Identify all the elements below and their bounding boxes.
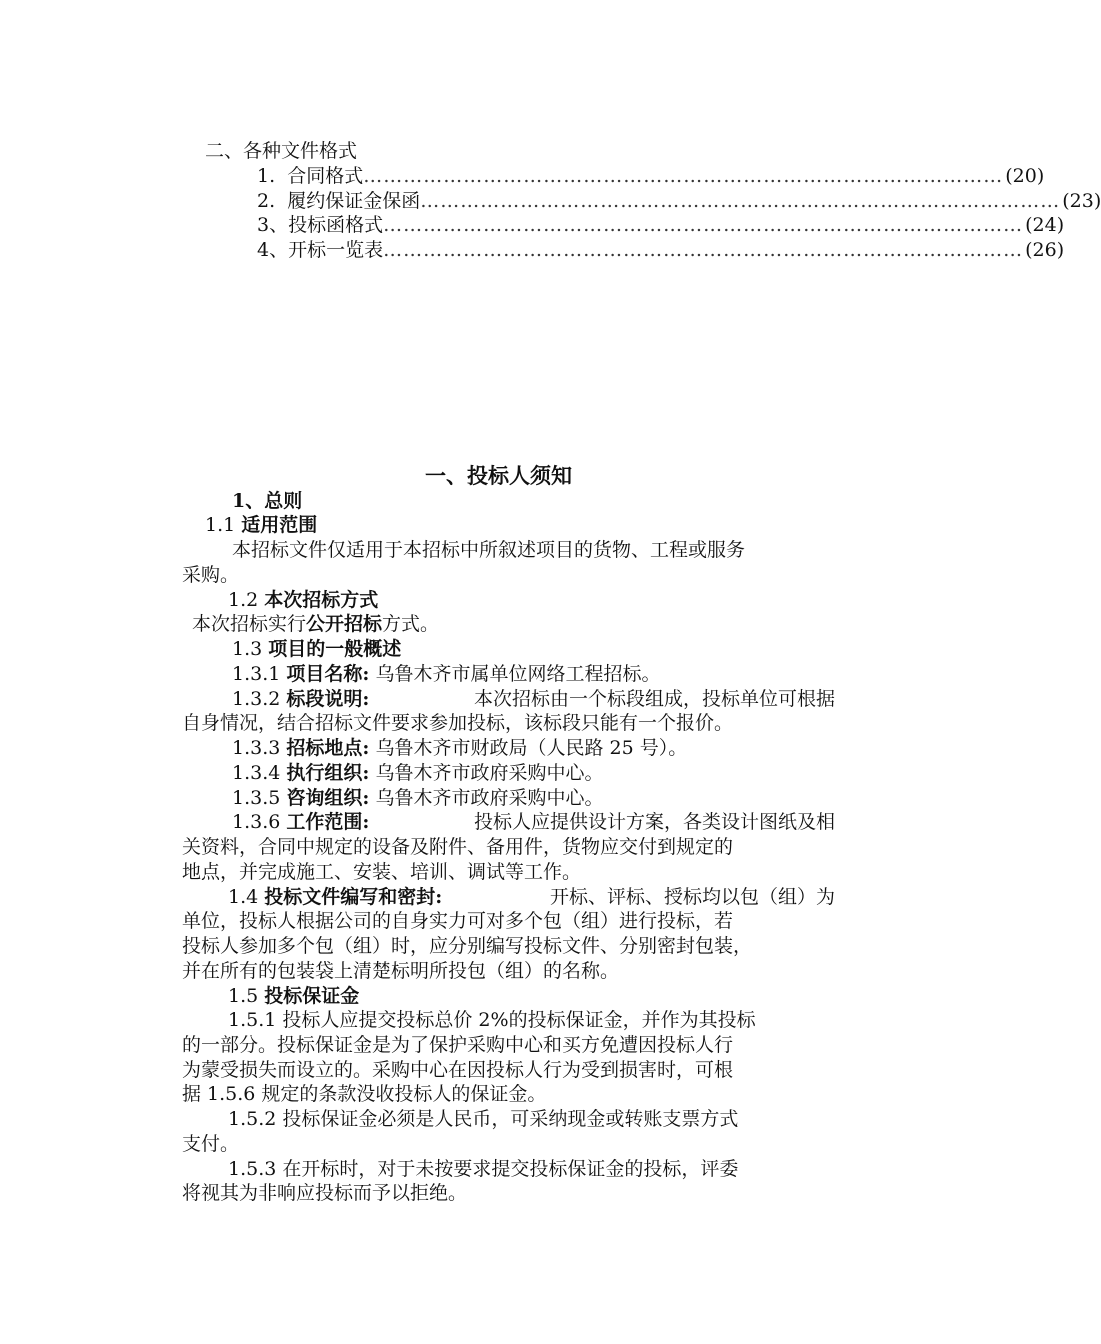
paragraph-line: 1.5.2 投标保证金必须是人民币，可采纳现金或转账支票方式: [228, 1108, 739, 1130]
toc-item[interactable]: [257, 164, 1045, 188]
paragraph-line: 本招标文件仅适用于本招标中所叙述项目的货物、工程或服务: [232, 539, 746, 561]
toc-item-label: 开标一览表: [288, 239, 384, 261]
paragraph-line: 为蒙受损失而设立的。采购中心在因投标人行为受到损害时，可根: [182, 1059, 734, 1081]
section-heading: 本次招标方式: [264, 589, 379, 611]
section-heading: 1、总则: [232, 490, 303, 512]
toc-item[interactable]: [257, 213, 1065, 237]
section-heading: 项目的一般概述: [268, 638, 402, 660]
paragraph-line: 关资料，合同中规定的设备及附件、备用件，货物应交付到规定的: [182, 836, 734, 858]
toc-item-page: (24): [1025, 214, 1065, 236]
toc-item-label: 合同格式: [287, 165, 364, 187]
section-number: 1.1: [205, 514, 236, 536]
paragraph-line: 投标人参加多个包（组）时，应分别编写投标文件、分别密封包装，: [182, 935, 753, 957]
toc-item-number: 1.: [257, 165, 276, 187]
toc-item-page: (23): [1062, 190, 1101, 212]
toc-item-label: 履约保证金保函: [287, 190, 421, 212]
paragraph-line: 1.5.3 在开标时，对于未按要求提交投标保证金的投标，评委: [228, 1158, 739, 1180]
paragraph-line: 1.3.4 执行组织: 乌鲁木齐市政府采购中心。: [232, 762, 604, 784]
toc-leader: ……………………………………………………………………………………: [383, 239, 1024, 261]
paragraph-line: 将视其为非响应投标而予以拒绝。: [182, 1182, 468, 1204]
section-number: 1.3: [232, 638, 263, 660]
paragraph-line: 据 1.5.6 规定的条款没收投标人的保证金。: [182, 1083, 547, 1105]
toc-item-page: (20): [1005, 165, 1045, 187]
toc-leader: ……………………………………………………………………………………: [363, 165, 1004, 187]
paragraph-line: 1.3.6 工作范围: 投标人应提供设计方案，各类设计图纸及相: [232, 811, 835, 833]
paragraph-line: 1.3.1 项目名称: 乌鲁木齐市属单位网络工程招标。: [232, 663, 661, 685]
toc-leader: ……………………………………………………………………………………: [383, 214, 1024, 236]
paragraph-line: 并在所有的包装袋上清楚标明所投包（组）的名称。: [182, 960, 620, 982]
toc-item-page: (26): [1025, 239, 1065, 261]
toc-leader: ……………………………………………………………………………………: [420, 190, 1061, 212]
paragraph-line: 1.3.5 咨询组织: 乌鲁木齐市政府采购中心。: [232, 787, 604, 809]
toc-item-number: 2.: [257, 190, 276, 212]
chapter-title: 一、投标人须知: [425, 463, 572, 488]
paragraph-line: 1.5.1 投标人应提交投标总价 2%的投标保证金，并作为其投标: [228, 1009, 756, 1031]
paragraph-line: 自身情况，结合招标文件要求参加投标，该标段只能有一个报价。: [182, 712, 734, 734]
paragraph-line: 的一部分。投标保证金是为了保护采购中心和买方免遭因投标人行: [182, 1034, 734, 1056]
toc-item-number: 4、: [257, 239, 289, 261]
paragraph-line: 1.3.3 招标地点: 乌鲁木齐市财政局（人民路 25 号）。: [232, 737, 688, 759]
paragraph-line: 本次招标实行公开招标方式。: [192, 613, 440, 635]
section-heading: 适用范围: [241, 514, 318, 536]
section-heading: 投标保证金: [264, 985, 360, 1007]
toc-item-label: 投标函格式: [288, 214, 384, 236]
toc-item[interactable]: [257, 238, 1065, 262]
paragraph-line: 地点，并完成施工、安装、培训、调试等工作。: [182, 861, 582, 883]
paragraph-line: 1.4 投标文件编写和密封: 开标、评标、授标均以包（组）为: [228, 886, 835, 908]
toc-item-number: 3、: [257, 214, 289, 236]
section-number: 1.5: [228, 985, 259, 1007]
paragraph-line: 支付。: [182, 1133, 240, 1155]
paragraph-line: 采购。: [182, 564, 240, 586]
toc-section-title: 二、各种文件格式: [205, 140, 358, 162]
toc-item[interactable]: [257, 189, 1101, 213]
paragraph-line: 单位，投标人根据公司的自身实力可对多个包（组）进行投标，若: [182, 910, 734, 932]
paragraph-line: 1.3.2 标段说明: 本次招标由一个标段组成，投标单位可根据: [232, 688, 835, 710]
section-number: 1.2: [228, 589, 259, 611]
